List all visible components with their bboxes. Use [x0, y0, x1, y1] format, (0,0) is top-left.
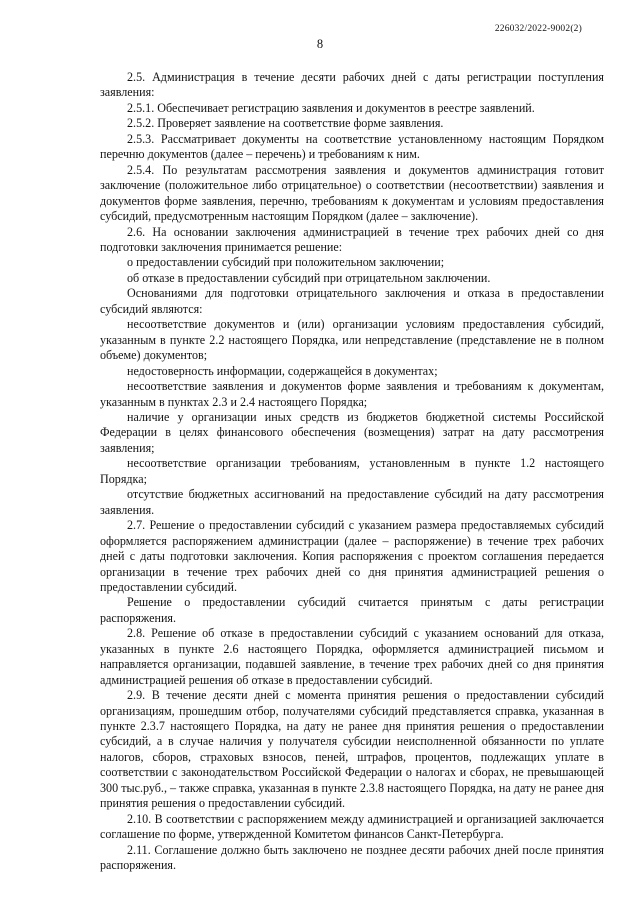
- paragraph-2-7-decision-date: Решение о предоставлении субсидий считается принятым с даты регистрации распоряжения.: [100, 595, 604, 625]
- paragraph-2-5-4: 2.5.4. По результатам рассмотрения заявления и документов администрация готовит заключение (положительное либо отрицательное) о соответствии (несоответствии) заявления и документов форме заявления, перечню, требованиям к документам и условиям предоставления субсидий, предусмотренным настоящим Порядком (далее – заключение).: [100, 162, 604, 224]
- paragraph-2-5-1: 2.5.1. Обеспечивает регистрацию заявления и документов в реестре заявлений.: [127, 100, 535, 115]
- paragraph-2-5: 2.5. Администрация в течение десяти рабочих дней с даты регистрации поступления заявления:: [100, 70, 604, 100]
- refusal-ground-item: несоответствие организации требованиям, установленным в пункте 1.2 настоящего Порядка;: [100, 456, 604, 486]
- document-registration-number: 226032/2022-9002(2): [494, 24, 582, 34]
- decision-option-grant: о предоставлении субсидий при положительном заключении;: [127, 255, 445, 270]
- decision-option-refusal: об отказе в предоставлении субсидий при отрицательном заключении.: [127, 270, 491, 285]
- refusal-grounds-intro: Основаниями для подготовки отрицательного заключения и отказа в предоставлении субсидий являются:: [100, 286, 604, 316]
- paragraph-2-5-2: 2.5.2. Проверяет заявление на соответствие форме заявления.: [127, 116, 444, 131]
- page-number: 8: [316, 37, 324, 51]
- paragraph-2-6: 2.6. На основании заключения администрацией в течение трех рабочих дней со дня подготовки заключения принимается решение:: [100, 224, 604, 254]
- document-body: [100, 70, 604, 874]
- paragraph-2-10: 2.10. В соответствии с распоряжением между администрацией и организацией заключается соглашение по форме, утвержденной Комитетом финансов Санкт-Петербурга.: [100, 811, 604, 842]
- paragraph-2-11: 2.11. Соглашение должно быть заключено не позднее десяти рабочих дней после принятия распоряжения.: [100, 842, 604, 873]
- refusal-ground-item: отсутствие бюджетных ассигнований на предоставление субсидий на дату рассмотрения заявления.: [100, 487, 604, 517]
- paragraph-2-5-3: 2.5.3. Рассматривает документы на соответствие установленному настоящим Порядком перечню документов (далее – перечень) и требованиям к ним.: [100, 131, 604, 162]
- refusal-ground-item: наличие у организации иных средств из бюджетов бюджетной системы Российской Федерации в целях финансового обеспечения (возмещения) затрат на дату рассмотрения заявления;: [100, 409, 604, 455]
- refusal-ground-item: несоответствие документов и (или) организации условиям предоставления субсидий, указанным в пункте 2.2 настоящего Порядка, или непредставление (представление не в полном объеме) документов;: [100, 317, 604, 363]
- refusal-ground-item: несоответствие заявления и документов форме заявления и требованиям к документам, указанным в пунктах 2.3 и 2.4 настоящего Порядка;: [100, 379, 604, 409]
- paragraph-2-8: 2.8. Решение об отказе в предоставлении субсидий с указанием оснований для отказа, указанных в пункте 2.6 настоящего Порядка, оформляется администрацией письмом и направляется организации, подавшей заявление, в течение трех рабочих дней со дня принятия администрацией решения об отказе в предоставлении субсидий.: [100, 626, 604, 687]
- refusal-ground-item: недостоверность информации, содержащейся в документах;: [127, 363, 438, 378]
- paragraph-2-7: 2.7. Решение о предоставлении субсидий с указанием размера предоставляемых субсидий оформляется распоряжением администрации (далее – распоряжение) в течение трех рабочих дней с даты подготовки заключения. Копия распоряжения с проектом соглашения передается организации в течение трех рабочих дней со дня принятия администрацией решения о предоставлении субсидий.: [100, 518, 604, 594]
- paragraph-2-9: 2.9. В течение десяти дней с момента принятия решения о предоставлении субсидий организациям, прошедшим отбор, получателями субсидий представляется справка, указанная в пункте 2.3.7 настоящего Порядка, на дату не ранее дня принятия решения о предоставлении субсидий, а в случае наличия у получателя субсидии неисполненной обязанности по уплате налогов, сборов, страховых взносов, пеней, штрафов, процентов, подлежащих уплате в соответствии с законодательством Российской Федерации о налогах и сборах, не превышающей 300 тыс.руб., – также справка, указанная в пункте 2.3.8 настоящего Порядка, на дату не ранее дня принятия решения о предоставлении субсидий.: [100, 688, 604, 811]
